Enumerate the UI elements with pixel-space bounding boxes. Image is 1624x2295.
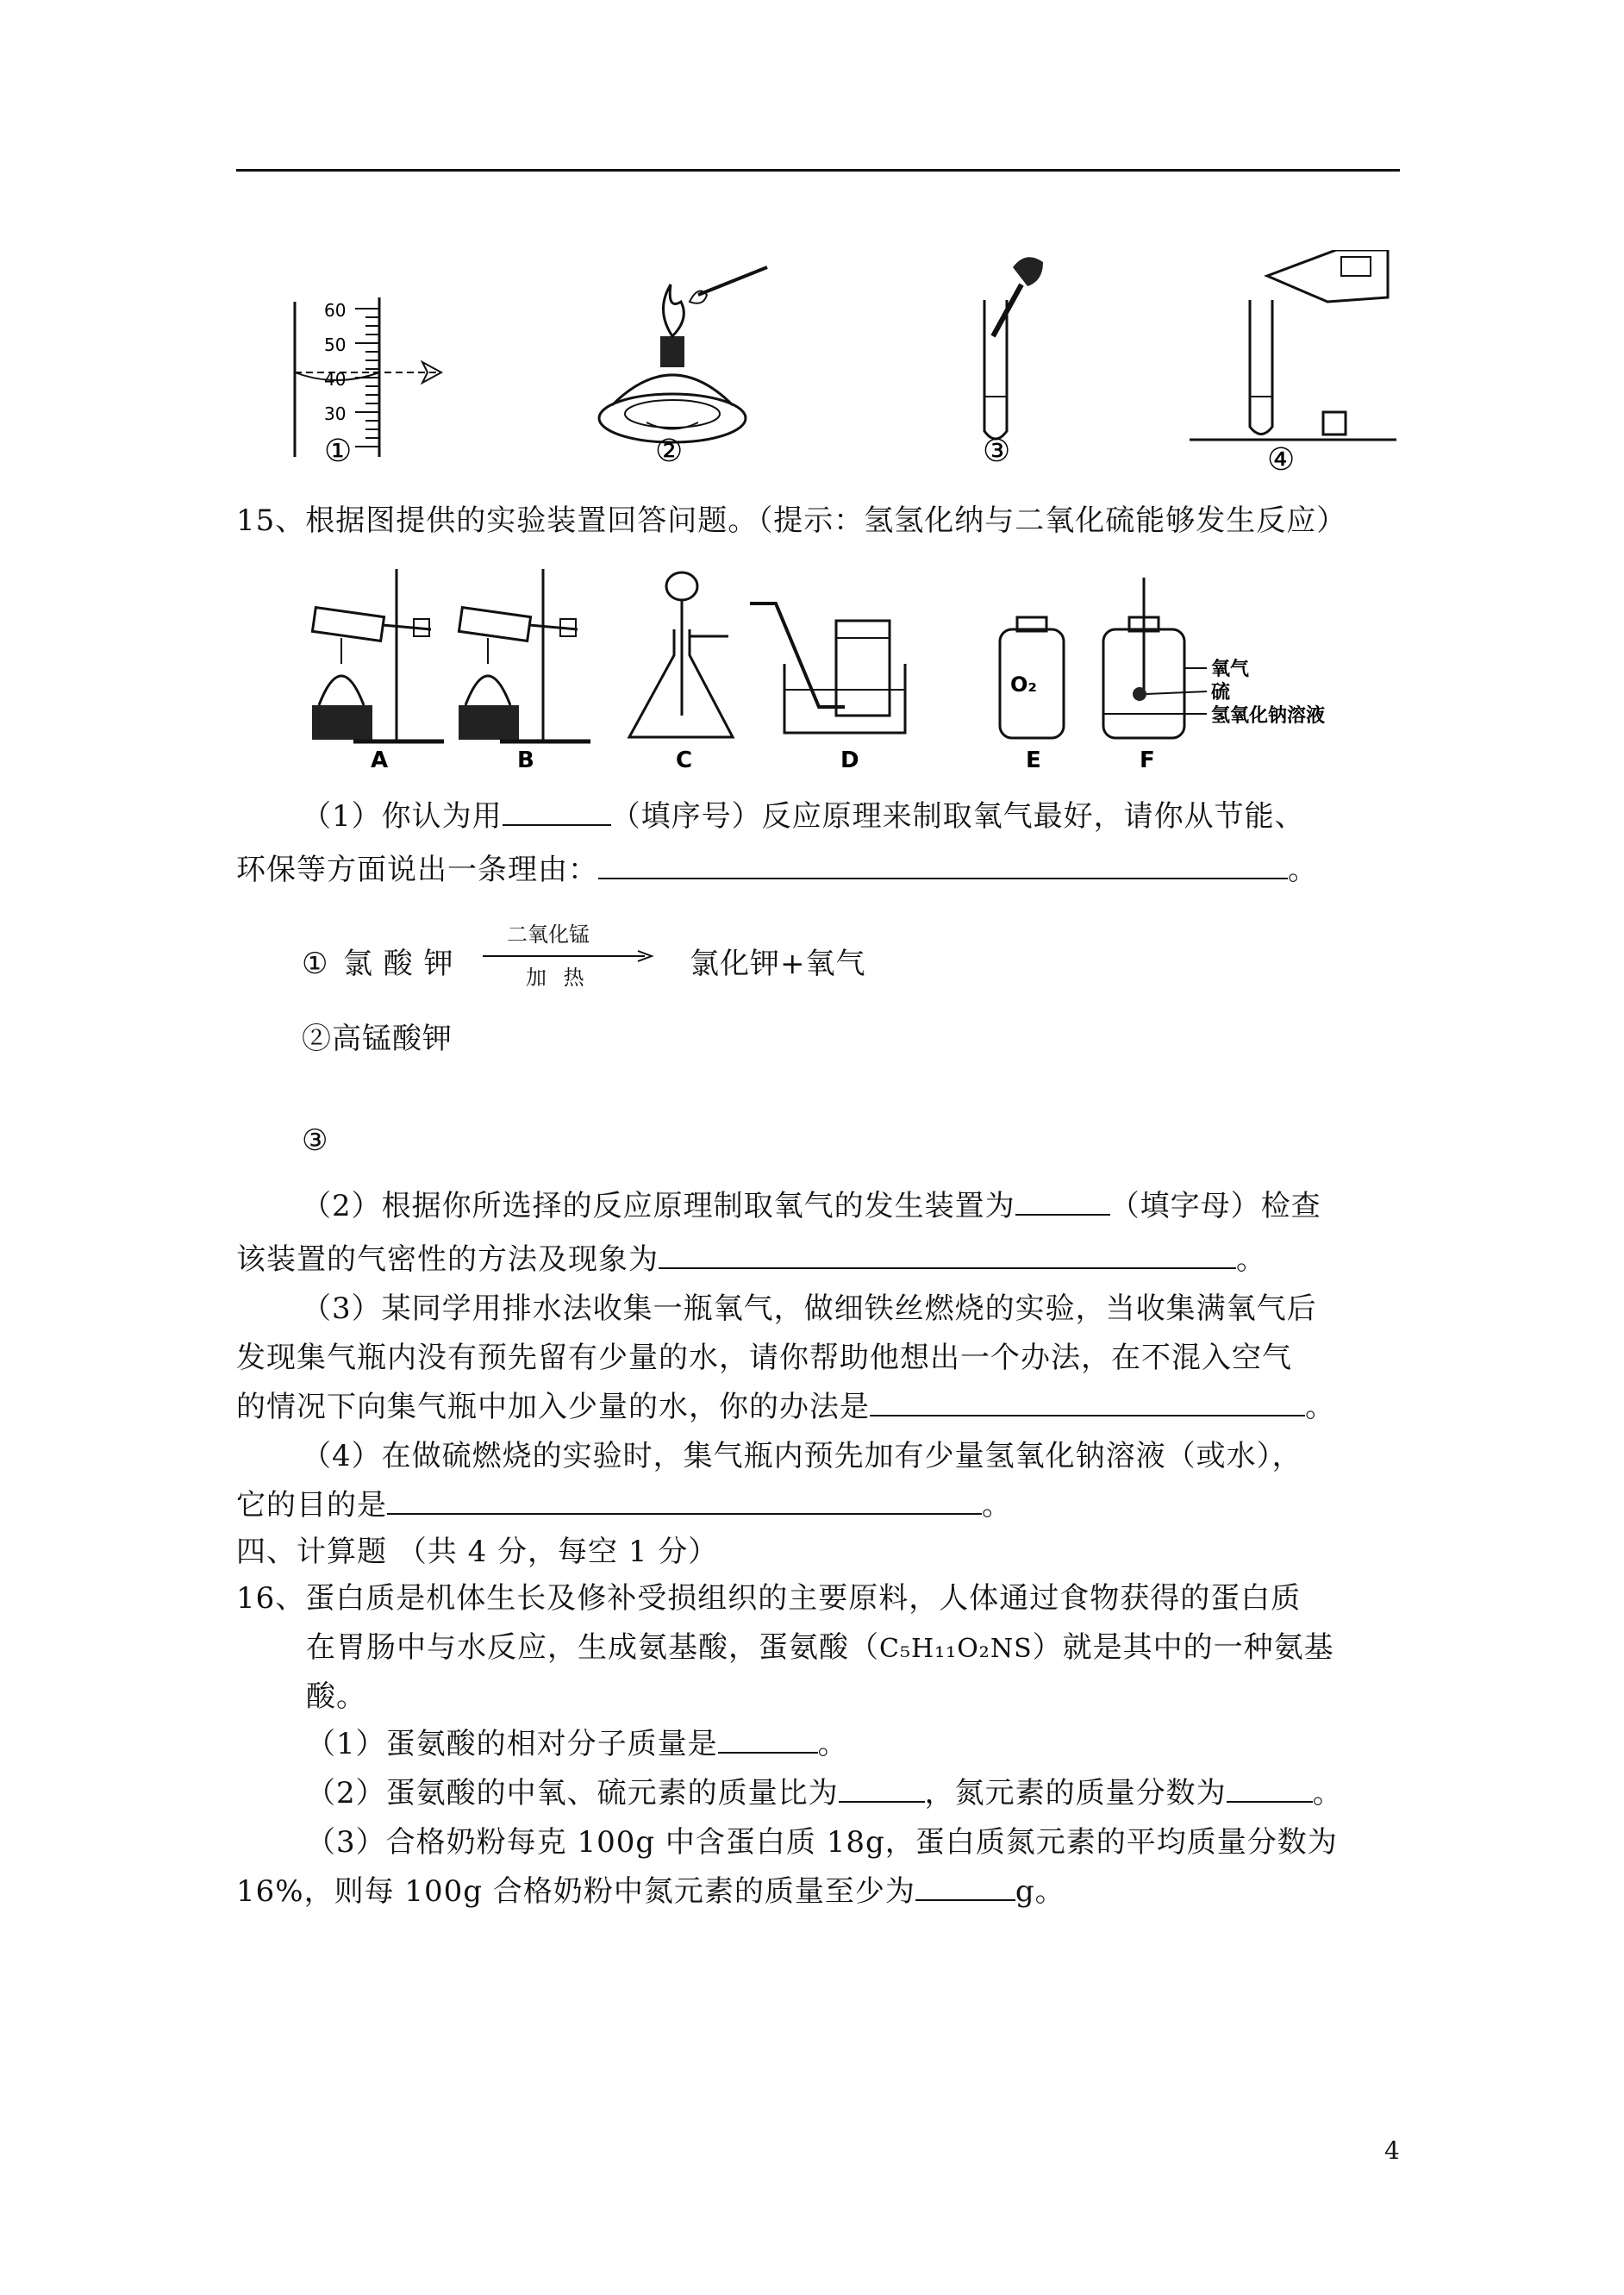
q15-p1-c: 环保等方面说出一条理由： [236, 853, 598, 887]
answer-blank[interactable] [387, 1487, 982, 1515]
q16-sub2 [306, 1774, 1343, 1812]
scale-tick: 40 [324, 369, 347, 390]
header-rule [236, 169, 1400, 172]
pouring-liquid-figure [1190, 250, 1396, 478]
answer-blank[interactable] [659, 1241, 1236, 1269]
q15-part3-line1: （3）某同学用排水法收集一瓶氧气，做细铁丝燃烧的实验，当收集满氧气后 [302, 1291, 1317, 1326]
q15-p2-a: （2）根据你所选择的反应原理制取氧气的发生装置为 [302, 1189, 1015, 1223]
q16-s3-b: 16%，则每 100g 合格奶粉中氮元素的质量至少为 [236, 1874, 915, 1909]
answer-blank[interactable] [503, 798, 611, 826]
top-figures [259, 250, 1396, 483]
apparatus-label: D [840, 747, 859, 773]
reaction-3: ③ [302, 1123, 329, 1158]
reaction-1-reactant: 氯 酸 钾 [343, 947, 454, 981]
answer-blank[interactable] [1015, 1188, 1110, 1216]
reaction-2: ②高锰酸钾 [302, 1022, 453, 1056]
q16-s2-a: （2）蛋氨酸的中氧、硫元素的质量比为 [306, 1776, 839, 1810]
condition-label: 加 热 [526, 966, 590, 990]
q16-stem-line1: 16、蛋白质是机体生长及修补受损组织的主要原料，人体通过食物获得的蛋白质 [236, 1581, 1302, 1616]
q15-p1-b: （填序号）反应原理来制取氧气最好，请你从节能、 [610, 799, 1305, 834]
apparatus-b [459, 569, 590, 773]
q16-s3-end: g。 [1015, 1874, 1065, 1909]
q16-sub3-line2 [236, 1873, 1065, 1910]
q16-sub3-line1: （3）合格奶粉每克 100g 中含蛋白质 18g，蛋白质氮元素的平均质量分数为 [306, 1825, 1338, 1860]
apparatus-c [629, 572, 733, 773]
q15-p1-end: 。 [1288, 853, 1318, 887]
apparatus-label: E [1026, 747, 1041, 773]
q15-stem: 15、根据图提供的实验装置回答问题。（提示：氢氢化纳与二氧化硫能够发生反应） [236, 503, 1347, 538]
q15-p3-c: 的情况下向集气瓶中加入少量的水，你的办法是 [236, 1390, 870, 1424]
graduated-cylinder-figure [295, 297, 441, 469]
q15-p2-c: 该装置的气密性的方法及现象为 [236, 1242, 659, 1277]
q15-part1-line2 [236, 851, 1318, 889]
apparatus-label: F [1140, 747, 1155, 773]
q16-stem-line2 [306, 1629, 1334, 1668]
reaction-arrow [483, 917, 655, 990]
q16-stem-b2: ）就是其中的一种氨基 [1032, 1630, 1334, 1665]
q15-p4-end: 。 [982, 1488, 1012, 1523]
answer-blank[interactable] [915, 1873, 1015, 1901]
q16-s1: （1）蛋氨酸的相对分子质量是 [306, 1727, 718, 1761]
q15-p1-a: （1）你认为用 [302, 799, 503, 834]
q15-p4-b: 它的目的是 [236, 1488, 387, 1523]
q15-part2-line2 [236, 1241, 1266, 1279]
apparatus-e [1000, 617, 1064, 773]
apparatus-f [1103, 578, 1325, 773]
dropper-figure [983, 257, 1043, 469]
f-label-oxygen: 氧气 [1211, 659, 1250, 680]
q15-p2-end: 。 [1236, 1242, 1266, 1277]
figure-label: ③ [983, 434, 1011, 469]
o2-label: O₂ [1010, 672, 1037, 697]
apparatus-figure [302, 560, 1379, 776]
answer-blank[interactable] [598, 852, 1288, 879]
q16-s2-b: ，氮元素的质量分数为 [924, 1776, 1227, 1810]
reaction-1-num: ① [302, 947, 329, 981]
answer-blank[interactable] [1227, 1775, 1313, 1803]
q15-p3-end: 。 [1305, 1390, 1335, 1424]
q16-s1-end: 。 [817, 1727, 848, 1761]
q15-p2-b: （填字母）检查 [1109, 1189, 1321, 1223]
reaction-1-products: 氯化钾+氧气 [690, 947, 866, 981]
scale-tick: 60 [324, 300, 347, 321]
apparatus-a [312, 569, 444, 773]
q16-s2-end: 。 [1312, 1776, 1343, 1810]
apparatus-d [750, 603, 905, 773]
answer-blank[interactable] [870, 1389, 1305, 1416]
page-number: 4 [1384, 2136, 1400, 2165]
q16-stem-b1: 在胃肠中与水反应，生成氨基酸，蛋氨酸（ [306, 1630, 879, 1665]
apparatus-label: C [676, 747, 693, 773]
apparatus-label: A [371, 747, 389, 773]
q16-sub1 [306, 1725, 848, 1763]
figure-label: ① [324, 434, 353, 469]
q15-part3-line2: 发现集气瓶内没有预先留有少量的水，请你帮助他想出一个办法，在不混入空气 [236, 1341, 1292, 1375]
scale-tick: 50 [324, 335, 347, 355]
q15-part1-line1 [302, 797, 1305, 835]
figure-label: ② [655, 434, 684, 469]
apparatus-label: B [517, 747, 534, 773]
methionine-formula: C₅H₁₁O₂NS [879, 1634, 1033, 1664]
catalyst-label: 二氧化锰 [507, 922, 590, 947]
section-4-title: 四、计算题 （共 4 分，每空 1 分） [236, 1535, 719, 1569]
q15-part4-line1: （4）在做硫燃烧的实验时，集气瓶内预先加有少量氢氧化钠溶液（或水）， [302, 1439, 1302, 1473]
answer-blank[interactable] [718, 1726, 818, 1754]
f-label-sulfur: 硫 [1211, 682, 1231, 704]
scale-tick: 30 [324, 403, 347, 424]
f-label-naoh: 氢氧化钠溶液 [1211, 705, 1326, 727]
alcohol-lamp-figure [599, 267, 767, 469]
q15-part4-line2 [236, 1486, 1012, 1524]
q16-stem-line3: 酸。 [306, 1679, 366, 1714]
q15-part3-line3 [236, 1388, 1335, 1426]
answer-blank[interactable] [839, 1775, 925, 1803]
q15-part2-line1 [302, 1187, 1321, 1225]
figure-label: ④ [1267, 442, 1296, 478]
